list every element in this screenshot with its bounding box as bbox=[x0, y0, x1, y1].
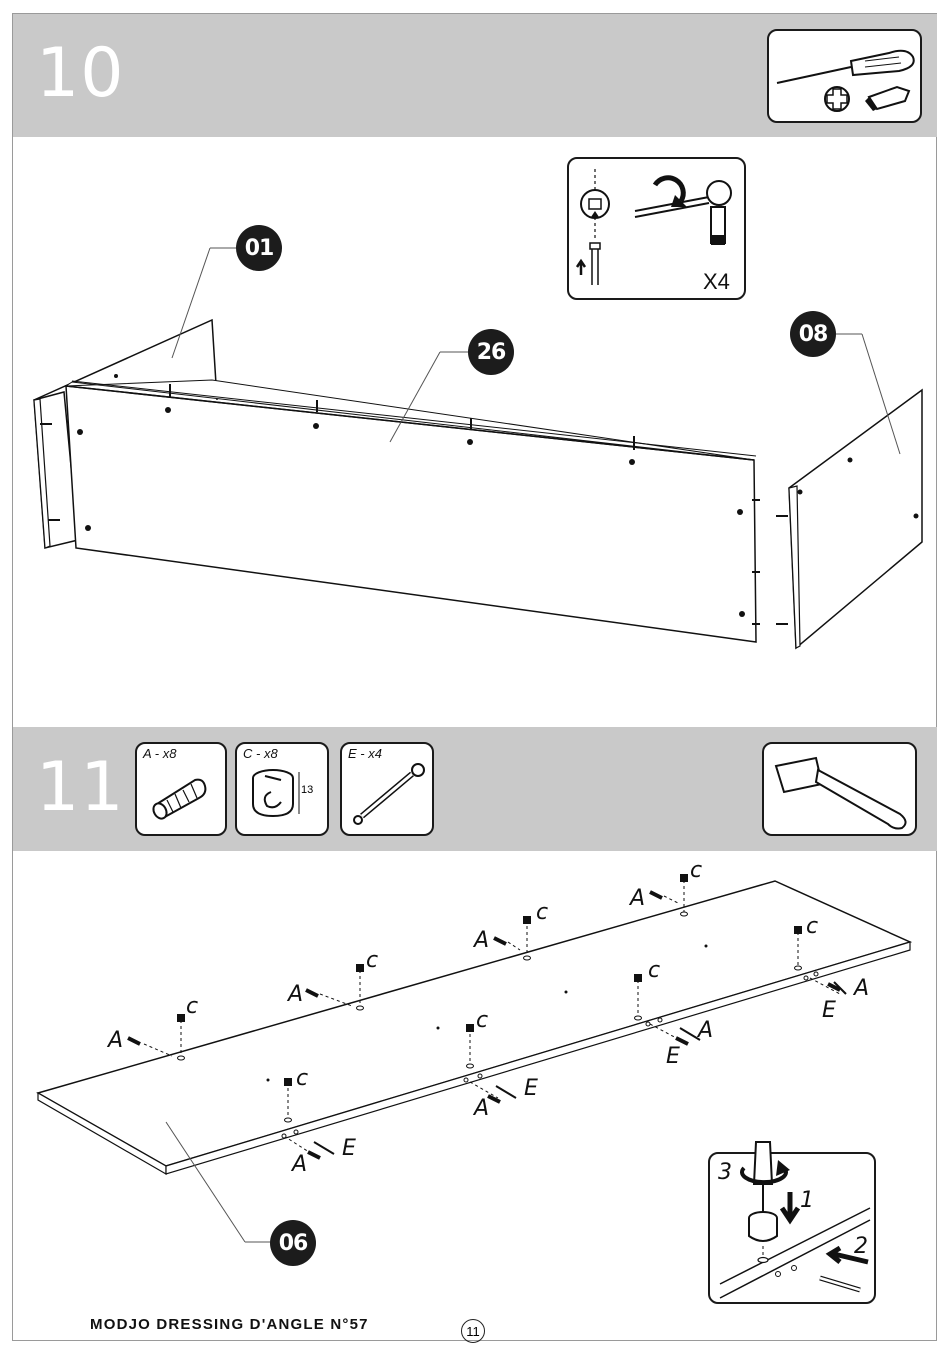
callout-a-7: A bbox=[474, 1096, 490, 1121]
callout-e-2: E bbox=[666, 1044, 680, 1069]
callout-a-6: A bbox=[698, 1018, 714, 1043]
callout-c-4: c bbox=[690, 858, 703, 883]
part-26-bubble: 26 bbox=[468, 329, 514, 375]
callout-a-8: A bbox=[292, 1152, 308, 1177]
part-01-bubble: 01 bbox=[236, 225, 282, 271]
part-06-bubble: 06 bbox=[270, 1220, 316, 1266]
callout-c-2: c bbox=[366, 948, 379, 973]
callout-e-4: E bbox=[342, 1136, 356, 1161]
callout-c-6: c bbox=[648, 958, 661, 983]
step-11-number: 11 bbox=[36, 748, 125, 827]
callout-a-5: A bbox=[854, 976, 870, 1001]
step-11-detail-box bbox=[708, 1152, 876, 1304]
callout-e-1: E bbox=[822, 998, 836, 1023]
callout-c-3: c bbox=[536, 900, 549, 925]
part-08-bubble: 08 bbox=[790, 311, 836, 357]
footer-title: MODJO DRESSING D'ANGLE N°57 bbox=[90, 1316, 369, 1333]
callout-c-8: c bbox=[296, 1066, 309, 1091]
hardware-e-label: E - x4 bbox=[348, 746, 382, 761]
hardware-c-dimension: 13 bbox=[301, 784, 314, 796]
page-number: 11 bbox=[461, 1319, 485, 1343]
callout-a-1: A bbox=[108, 1028, 124, 1053]
detail-quantity: X4 bbox=[703, 269, 730, 294]
detail-step-3: 3 bbox=[718, 1160, 732, 1185]
hardware-c-label: C - x8 bbox=[243, 746, 278, 761]
cam-insert-detail-icon bbox=[710, 1154, 878, 1306]
callout-a-4: A bbox=[630, 886, 646, 911]
callout-c-7: c bbox=[476, 1008, 489, 1033]
hardware-a-label: A - x8 bbox=[143, 746, 177, 761]
callout-a-3: A bbox=[474, 928, 490, 953]
detail-step-1: 1 bbox=[800, 1188, 814, 1213]
callout-e-3: E bbox=[524, 1076, 538, 1101]
callout-c-1: c bbox=[186, 994, 199, 1019]
callout-c-5: c bbox=[806, 914, 819, 939]
detail-step-2: 2 bbox=[854, 1234, 868, 1259]
callout-a-2: A bbox=[288, 982, 304, 1007]
step-10-number: 10 bbox=[36, 34, 125, 113]
